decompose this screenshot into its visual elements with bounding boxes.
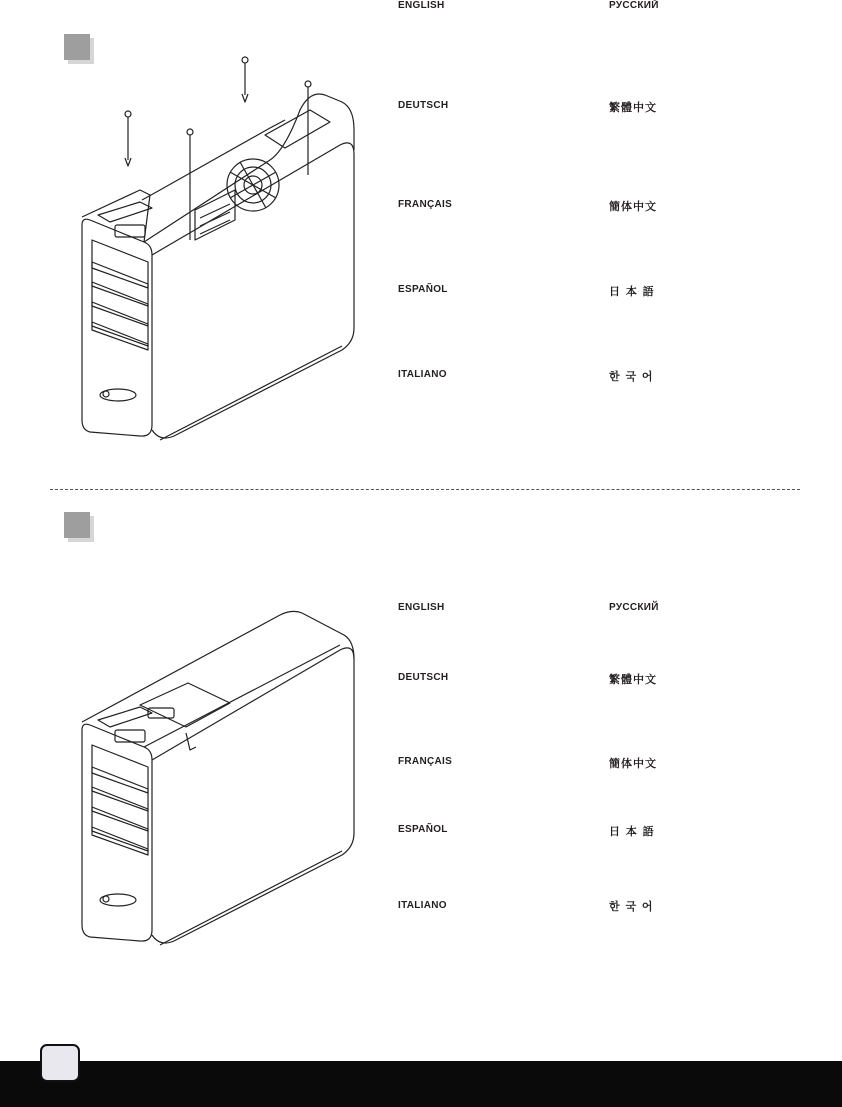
- lang-label-french: FRANÇAIS: [398, 756, 453, 767]
- lang-label-spanish: ESPAÑOL: [398, 284, 448, 295]
- lang-label-simplified-chinese: 簡体中文: [609, 200, 657, 213]
- page-number-badge: [40, 1044, 80, 1082]
- lang-label-german: DEUTSCH: [398, 672, 449, 683]
- lang-label-german: DEUTSCH: [398, 100, 449, 111]
- screw-icon: [187, 129, 193, 240]
- section-divider: [50, 489, 800, 490]
- footer-bar: [0, 1061, 842, 1107]
- lang-label-french: FRANÇAIS: [398, 199, 453, 210]
- lang-label-traditional-chinese: 繁體中文: [609, 101, 657, 114]
- lang-label-english: ENGLISH: [398, 602, 445, 613]
- lang-label-korean: 한 국 어: [609, 900, 654, 913]
- lang-label-simplified-chinese: 簡体中文: [609, 757, 657, 770]
- step-marker-2: [64, 512, 90, 538]
- lang-label-korean: 한 국 어: [609, 370, 654, 383]
- lang-label-russian: РУССКИЙ: [609, 602, 659, 613]
- lang-label-russian: РУССКИЙ: [609, 0, 659, 11]
- lang-label-japanese: 日 本 語: [609, 285, 655, 298]
- lang-label-english: ENGLISH: [398, 0, 445, 11]
- screw-icon: [305, 81, 311, 175]
- case-illustration-open-top: [70, 50, 370, 450]
- lang-label-italian: ITALIANO: [398, 900, 447, 911]
- lang-label-traditional-chinese: 繁體中文: [609, 673, 657, 686]
- screw-icon: [125, 111, 131, 166]
- lang-label-japanese: 日 本 語: [609, 825, 655, 838]
- lang-label-spanish: ESPAÑOL: [398, 824, 448, 835]
- screw-icon: [242, 57, 248, 102]
- lang-label-italian: ITALIANO: [398, 369, 447, 380]
- case-illustration-closed: [70, 605, 370, 955]
